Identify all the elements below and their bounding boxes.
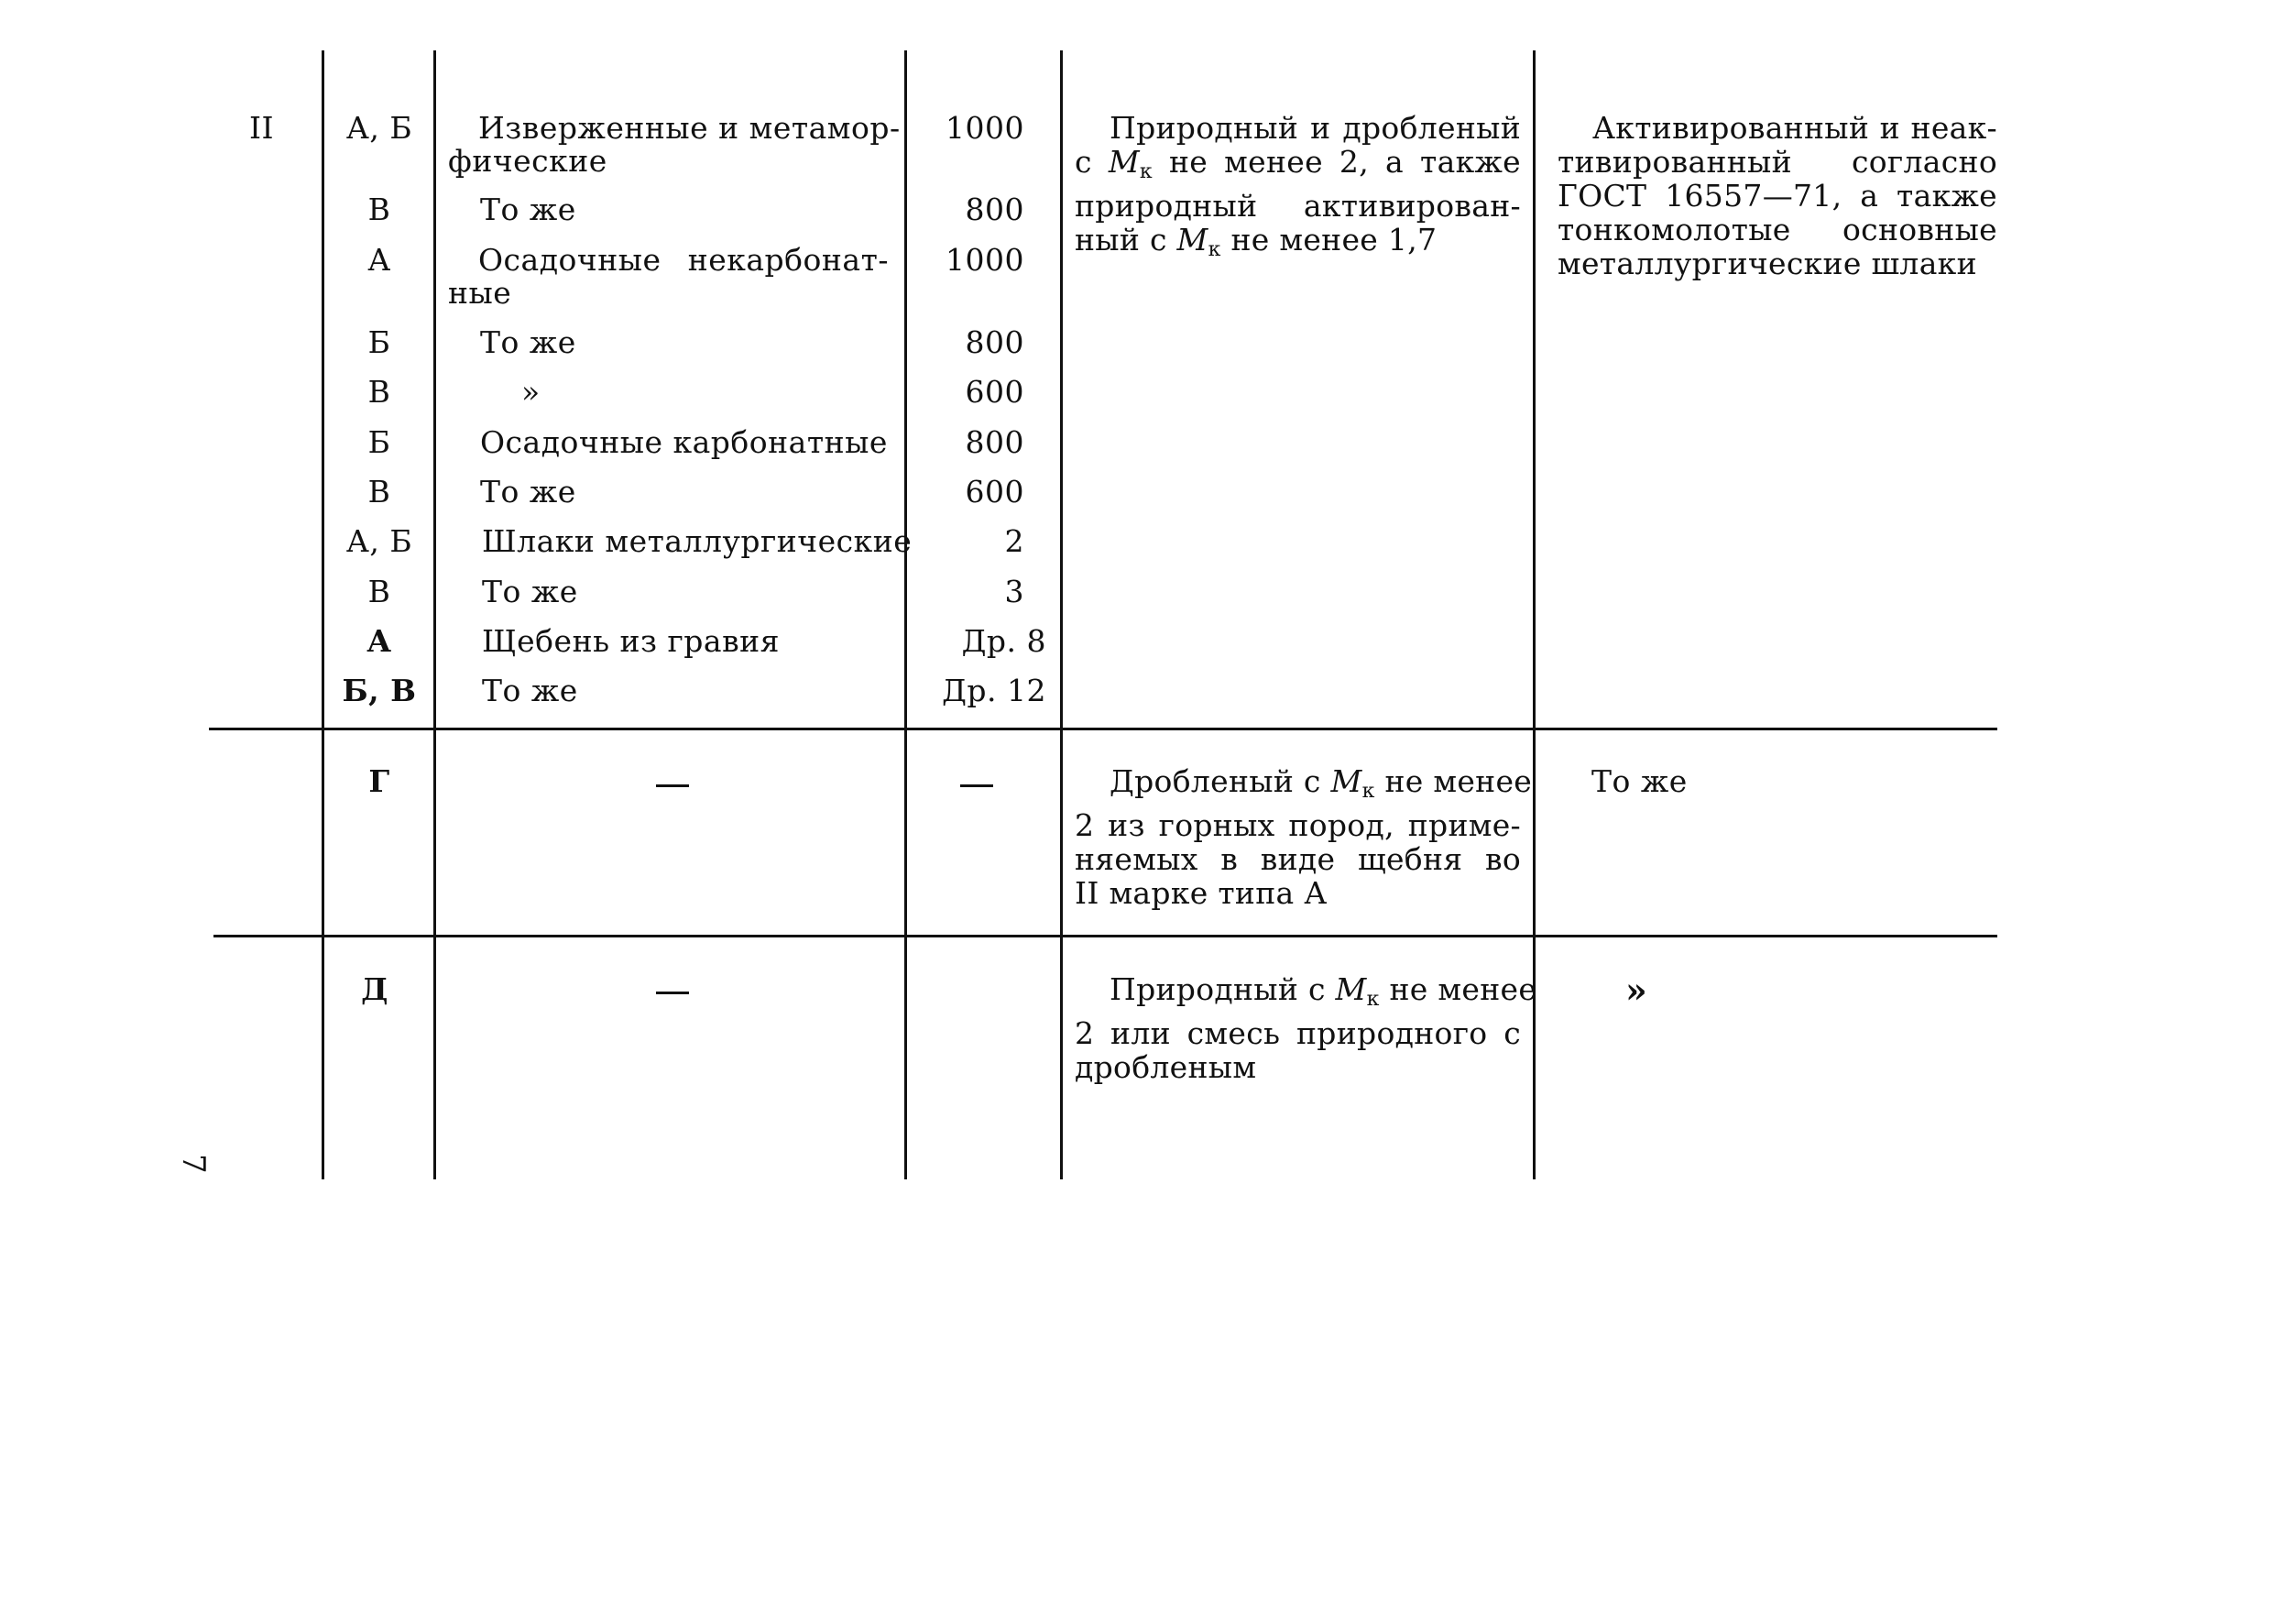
sand-line [1075, 763, 1533, 808]
mark-cell: Др. 12 [942, 673, 1046, 708]
type-cell: Б [367, 324, 391, 360]
type-cell: Б, В [342, 673, 417, 708]
type-cell: В [367, 474, 391, 510]
modulus-symbol: М [1176, 222, 1208, 258]
rock-cell: Щебень из гравия [482, 623, 780, 659]
type-cell: А [366, 623, 392, 659]
type-cell: Б [367, 424, 391, 460]
additive-line: тонкомолотые основные [1558, 212, 1997, 247]
sand-cell-g [1075, 763, 1533, 911]
mark-cell: 2 [1004, 523, 1024, 559]
rock-cell: » [521, 374, 541, 410]
sand-text: не менее [1374, 763, 1533, 799]
type-cell: В [367, 574, 391, 609]
row-separator-1 [209, 728, 1997, 730]
table-border-left [322, 50, 324, 1179]
sand-line [1075, 971, 1537, 1016]
sand-line: дробленым [1075, 1049, 1257, 1085]
sand-cell-d [1075, 971, 1537, 1085]
sand-text: с [1075, 144, 1109, 180]
mark-cell: Др. 8 [961, 623, 1046, 659]
type-cell: В [367, 374, 391, 410]
mark-cell: 800 [965, 424, 1024, 460]
rock-cell: То же [480, 324, 576, 360]
sand-text: не менее 1,7 [1220, 222, 1438, 258]
type-cell: А, Б [345, 110, 413, 146]
group-label: II [249, 110, 275, 146]
sand-text: Дробленый с [1110, 763, 1331, 799]
modulus-symbol: М [1330, 763, 1362, 799]
mark-cell: 3 [1004, 574, 1024, 609]
rock-cell: То же [480, 474, 576, 510]
rock-cell: Осадочные некарбонат- [478, 242, 889, 278]
additive-line: Активированный и неак- [1592, 110, 1997, 146]
mark-cell: 800 [965, 324, 1024, 360]
mark-cell: 600 [965, 474, 1024, 510]
table-border-mark [1060, 50, 1063, 1179]
mark-dash-g [960, 784, 993, 787]
rock-cell: Изверженные и метамор- [478, 110, 901, 146]
rock-dash-g [656, 784, 689, 787]
type-cell: А, Б [345, 523, 413, 559]
sand-line [1075, 145, 1521, 189]
additive-cell-g: То же [1591, 763, 1688, 799]
sand-line: 2 или смесь природного с [1075, 1015, 1521, 1051]
rock-cell: То же [482, 574, 578, 609]
rock-cell: То же [480, 192, 576, 227]
type-cell-g: Г [368, 763, 390, 799]
sand-line: няемых в виде щебня во [1075, 841, 1521, 877]
type-cell: В [367, 192, 391, 227]
rock-cell: Осадочные карбонатные [480, 424, 888, 460]
modulus-symbol: М [1335, 971, 1367, 1007]
rock-cell-cont: фические [448, 143, 607, 179]
additive-line: ГОСТ 16557—71, а также [1558, 178, 1997, 214]
sand-text: не менее 2, а также [1152, 144, 1521, 180]
table-border-type [433, 50, 436, 1179]
additive-line: металлургические шлаки [1558, 246, 1977, 281]
sand-line: Природный и дробленый [1110, 110, 1521, 146]
rock-cell: То же [482, 673, 578, 708]
additive-cell-group1 [1558, 111, 1997, 280]
sand-cell-group1 [1075, 111, 1521, 267]
mark-cell: 1000 [946, 242, 1024, 278]
page-number: 7 [174, 1154, 212, 1174]
sand-line: 2 из горных пород, приме- [1075, 807, 1521, 843]
modulus-subscript: к [1208, 238, 1221, 261]
sand-line: природный активирован- [1075, 188, 1521, 224]
type-cell-d: Д [361, 971, 388, 1007]
sand-text: не менее [1379, 971, 1537, 1007]
modulus-symbol: М [1108, 144, 1140, 180]
additive-cell-d: » [1625, 970, 1647, 1011]
modulus-subscript: к [1139, 160, 1153, 183]
row-separator-2 [213, 935, 1997, 937]
mark-cell: 800 [965, 192, 1024, 227]
mark-cell: 1000 [946, 110, 1024, 146]
sand-text: ный с [1075, 222, 1177, 258]
rock-dash-d [656, 992, 689, 994]
mark-cell: 600 [965, 374, 1024, 410]
additive-line: тивированный согласно [1558, 144, 1997, 180]
type-cell: А [367, 242, 391, 278]
sand-text: Природный с [1110, 971, 1336, 1007]
rock-cell-cont: ные [448, 275, 512, 311]
modulus-subscript: к [1366, 988, 1380, 1011]
modulus-subscript: к [1361, 780, 1375, 803]
rock-cell: Шлаки металлургические [482, 523, 913, 559]
sand-line [1075, 223, 1521, 267]
sand-line: II марке типа А [1075, 875, 1328, 911]
